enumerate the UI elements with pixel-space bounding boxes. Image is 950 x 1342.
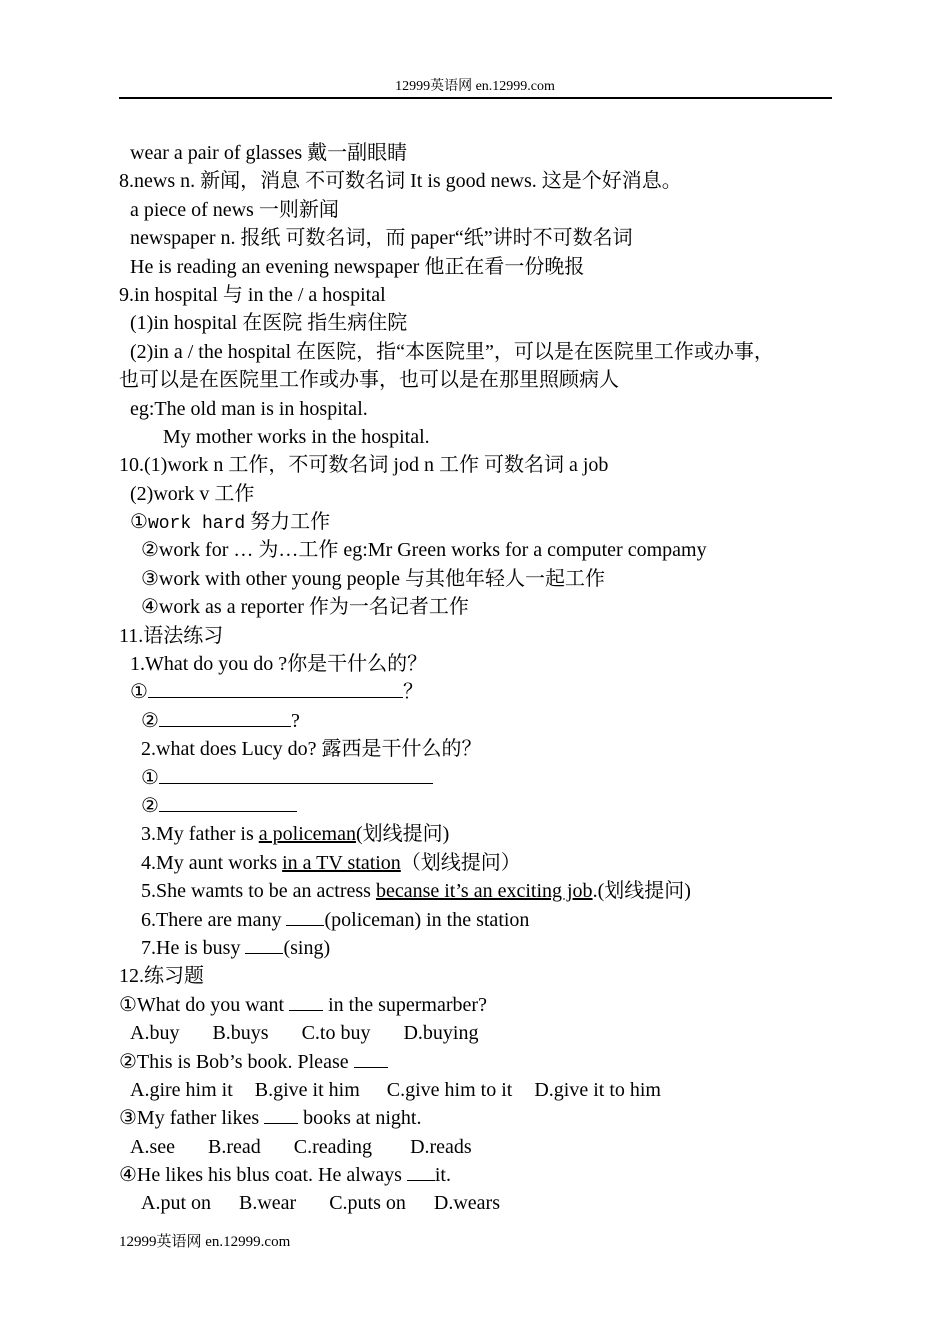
text-span: (sing) [283, 936, 331, 959]
option-a[interactable]: A.put on [141, 1192, 211, 1215]
answer-blank[interactable] [159, 793, 297, 812]
circled-number: ② [141, 709, 159, 732]
text-span: 4.My aunt works [141, 851, 283, 874]
option-d[interactable]: D.reads [410, 1135, 472, 1158]
circled-number: ① [130, 681, 148, 704]
text-line [119, 877, 839, 905]
answer-blank[interactable] [159, 765, 433, 784]
text-line [119, 906, 839, 934]
answer-blank[interactable] [159, 708, 291, 727]
options-line [119, 1133, 839, 1161]
options-line [119, 1019, 839, 1047]
text-span: in the supermarber? [323, 993, 487, 1016]
answer-blank[interactable] [407, 1162, 435, 1181]
text-line: 也可以是在医院里工作或办事，也可以是在那里照顾病人 [119, 369, 619, 392]
text-span: ②This is Bob’s book. Please [119, 1050, 354, 1073]
text-line [119, 792, 839, 820]
text-line: 11.语法练习 [119, 624, 224, 647]
text-line: 2.what does Lucy do? 露西是干什么的？ [141, 738, 482, 761]
text-line: 1.What do you do ?你是干什么的？ [130, 653, 428, 676]
option-a[interactable]: A.buy [130, 1022, 180, 1045]
circled-number: ② [141, 794, 159, 817]
text-line [119, 678, 839, 706]
text-span: ①What do you want [119, 993, 290, 1016]
page-header: 12999英语网 en.12999.com [395, 79, 555, 94]
text-line [119, 820, 839, 848]
text-line [119, 1161, 839, 1189]
option-a[interactable]: A.gire him it [130, 1078, 233, 1101]
option-c[interactable]: C.to buy [301, 1022, 371, 1045]
text-span: .(划线提问) [592, 880, 691, 903]
text-span: 6.There are many [141, 908, 287, 931]
text-line: My mother works in the hospital. [163, 425, 430, 448]
underlined-phrase: becanse it’s an exciting job [375, 880, 593, 903]
text-span: ④He likes his blus coat. He always [119, 1164, 407, 1187]
text-line [119, 1104, 839, 1132]
text-line [119, 934, 839, 962]
text-span: (policeman) in the station [324, 908, 530, 931]
text-line: newspaper n. 报纸 可数名词，而 paper“纸”讲时不可数名词 [130, 227, 633, 250]
answer-blank[interactable] [245, 935, 283, 954]
text-span: (划线提问) [355, 823, 450, 846]
underlined-phrase: in a TV station [282, 851, 401, 874]
text-span: 3.My father is [141, 823, 259, 846]
text-line [119, 991, 839, 1019]
text-line [119, 849, 839, 877]
text-line: 12.练习题 [119, 965, 204, 988]
option-d[interactable]: D.buying [403, 1022, 479, 1045]
text-line: 10.(1)work n 工作，不可数名词 jod n 工作 可数名词 a job [119, 454, 609, 477]
answer-blank[interactable] [148, 679, 403, 698]
page-footer: 12999英语网 en.12999.com [119, 1234, 291, 1250]
option-c[interactable]: C.puts on [329, 1192, 406, 1215]
text-span: 5.She wamts to be an actress [141, 880, 376, 903]
underlined-phrase: a policeman [258, 823, 356, 846]
circled-number: ① [141, 766, 159, 789]
text-line: (2)in a / the hospital 在医院，指“本医院里”，可以是在医院里工作或办事， [130, 340, 774, 363]
text-span: 努力工作 [245, 511, 331, 534]
answer-blank[interactable] [264, 1105, 298, 1124]
text-line: (1)in hospital 在医院 指生病住院 [130, 312, 408, 335]
text-line: a piece of news 一则新闻 [130, 198, 339, 221]
option-d[interactable]: D.wears [433, 1192, 500, 1215]
option-b[interactable]: B.give it him [254, 1078, 360, 1101]
option-c[interactable]: C.give him to it [386, 1078, 513, 1101]
option-d[interactable]: D.give it to him [534, 1078, 661, 1101]
text-line: He is reading an evening newspaper 他正在看一份晚报 [130, 255, 585, 278]
option-a[interactable]: A.see [130, 1135, 175, 1158]
text-line: (2)work v 工作 [130, 482, 255, 505]
text-span: it. [434, 1164, 451, 1187]
text-line: eg:The old man is in hospital. [130, 397, 368, 420]
text-line: 8.news n. 新闻，消息 不可数名词 It is good news. 这是个好消息。 [119, 170, 682, 193]
text-line: ④work as a reporter 作为一名记者工作 [141, 596, 469, 619]
text-line [119, 1048, 839, 1076]
text-span: ？ [402, 681, 423, 704]
option-b[interactable]: B.read [207, 1135, 261, 1158]
options-line [119, 1076, 839, 1104]
text-span: （划线提问） [400, 851, 521, 874]
option-b[interactable]: B.wear [239, 1192, 297, 1215]
options-line [119, 1189, 839, 1217]
option-b[interactable]: B.buys [212, 1022, 269, 1045]
answer-blank[interactable] [289, 992, 323, 1011]
option-c[interactable]: C.reading [293, 1135, 373, 1158]
text-span: ③My father likes [119, 1107, 265, 1130]
text-span: books at night. [298, 1107, 422, 1130]
text-line: ②work for … 为…工作 eg:Mr Green works for a computer compamy [141, 539, 707, 562]
text-line [119, 707, 839, 735]
text-line: ③work with other young people 与其他年轻人一起工作 [141, 567, 605, 590]
answer-blank[interactable] [354, 1049, 388, 1068]
header-rule [119, 97, 832, 99]
text-line [119, 764, 839, 792]
text-line: 9.in hospital 与 in the / a hospital [119, 283, 386, 306]
text-span: work hard [147, 514, 246, 535]
text-line: wear a pair of glasses 戴一副眼睛 [130, 142, 408, 164]
document-body [119, 139, 839, 1218]
answer-blank[interactable] [286, 907, 324, 926]
text-span: 7.He is busy [141, 936, 246, 959]
text-line [119, 508, 839, 536]
text-span: ? [290, 709, 300, 732]
circled-number: ① [130, 511, 148, 534]
